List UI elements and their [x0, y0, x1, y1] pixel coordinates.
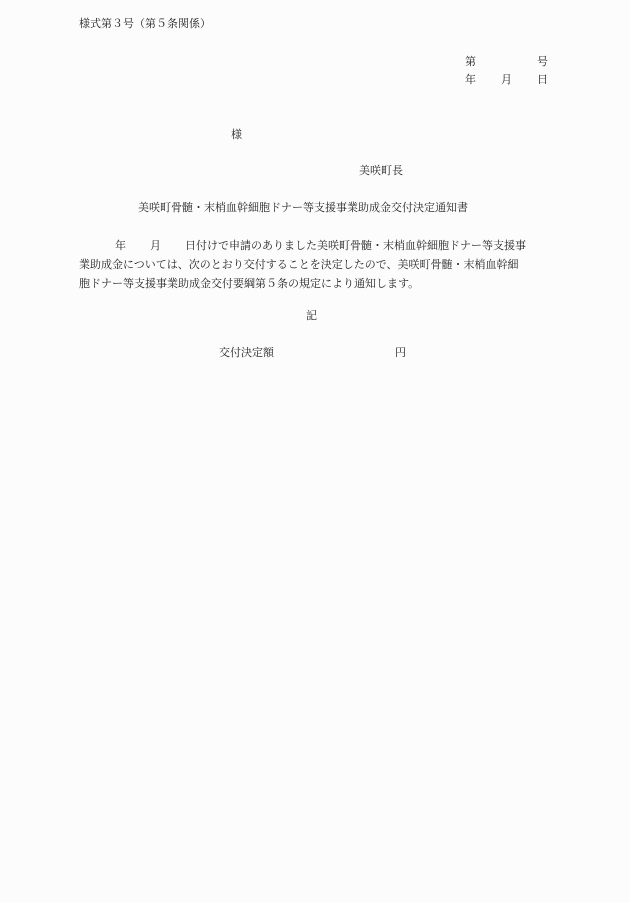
- grant-amount-label: 交付決定額: [219, 346, 274, 359]
- date-year-label: 年: [465, 73, 476, 86]
- reference-number-suffix: 号: [537, 55, 548, 68]
- document-title: 美咲町骨髄・末梢血幹細胞ドナー等支援事業助成金交付決定通知書: [138, 201, 468, 214]
- date-month-label: 月: [501, 73, 512, 86]
- ki-heading: 記: [306, 309, 317, 322]
- issuer-name: 美咲町長: [359, 164, 403, 177]
- addressee-honorific: 様: [231, 128, 242, 141]
- notice-body: [79, 236, 549, 293]
- notice-body-line-2: 業助成金については、次のとおり交付することを決定したので、美咲町骨髄・末梢血幹細: [79, 258, 519, 271]
- body-line-1-text: 日付けで申請のありました美咲町骨髄・末梢血幹細胞ドナー等支援事: [185, 239, 526, 252]
- body-year-label: 年: [115, 239, 126, 252]
- notice-body-line-3: 胞ドナー等支援事業助成金交付要綱第５条の規定により通知します。: [79, 277, 420, 290]
- date-day-label: 日: [537, 73, 548, 86]
- grant-amount-unit: 円: [395, 346, 406, 359]
- form-number-label: 様式第３号（第５条関係）: [79, 17, 211, 30]
- notice-body-line-1: [79, 236, 549, 255]
- body-month-label: 月: [150, 239, 161, 252]
- reference-number-prefix: 第: [465, 55, 476, 68]
